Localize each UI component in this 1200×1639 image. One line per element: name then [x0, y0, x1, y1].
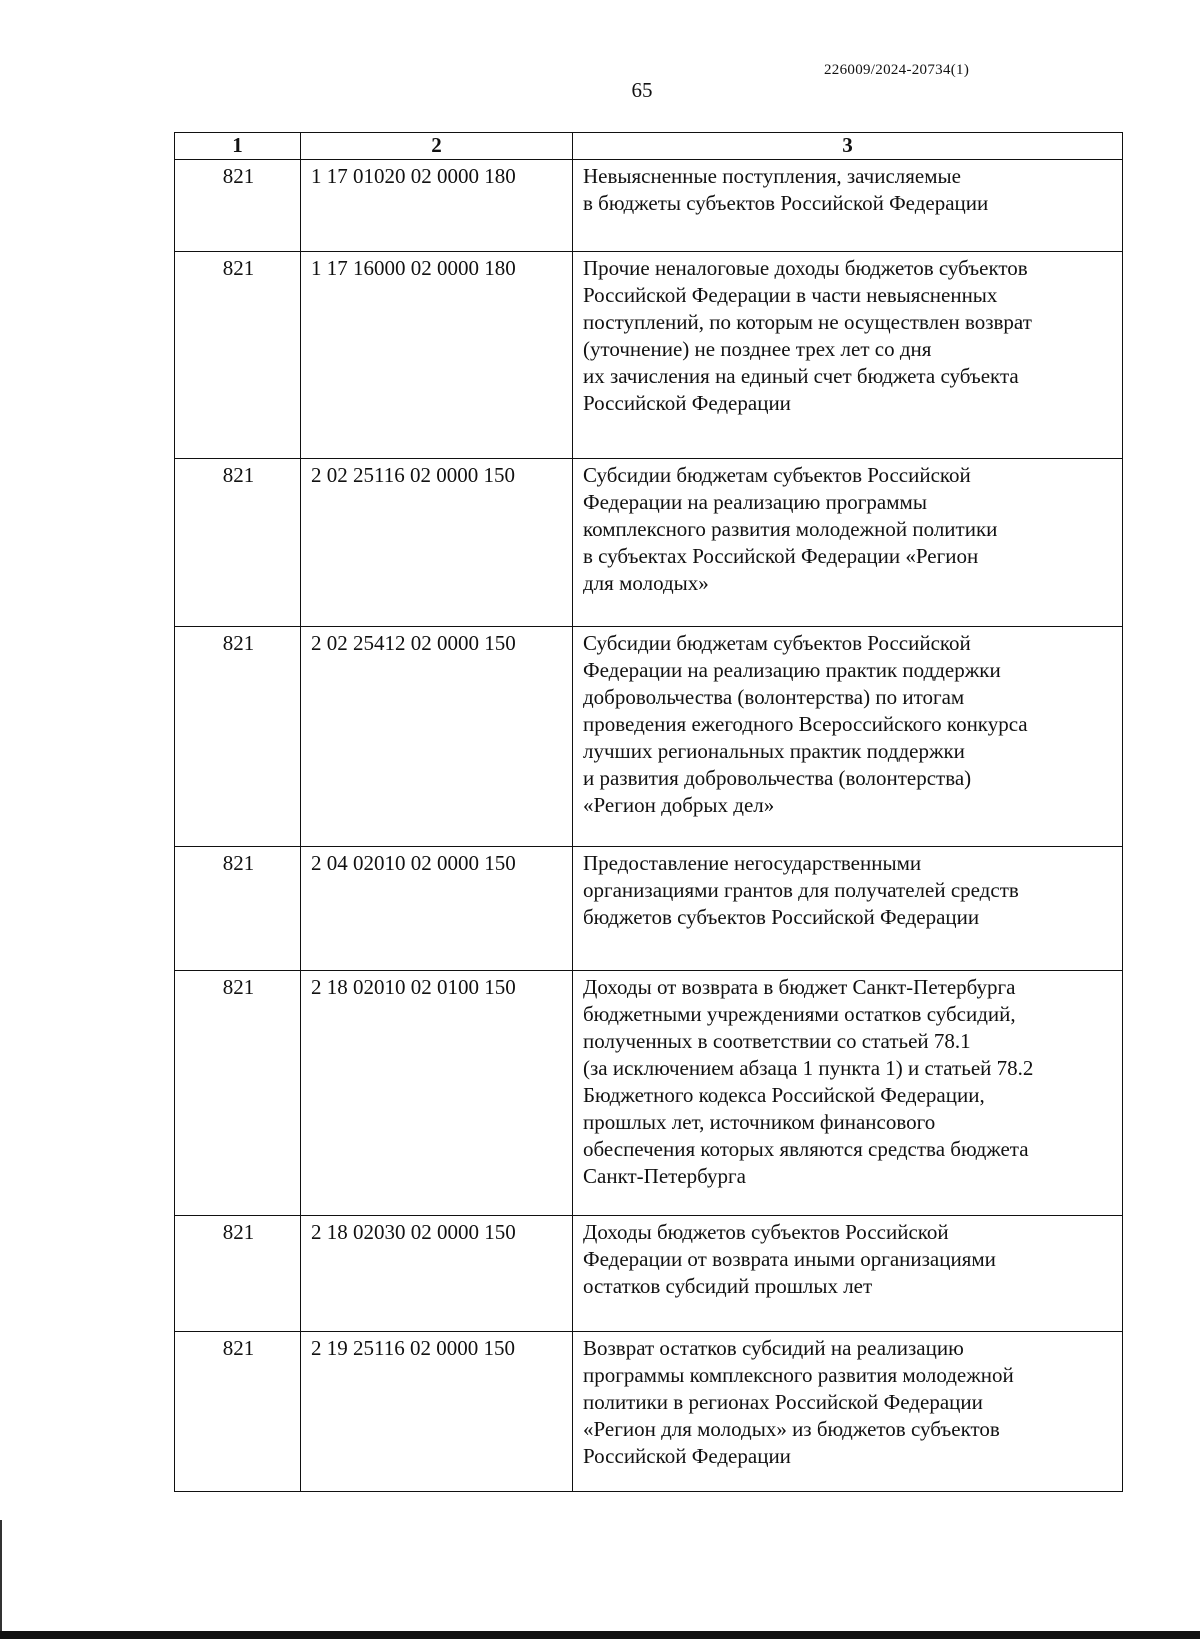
admin-code-cell: 821 — [175, 252, 301, 459]
table-row — [175, 160, 1123, 252]
budget-code-cell: 1 17 01020 02 0000 180 — [301, 160, 573, 252]
budget-code-cell: 2 02 25412 02 0000 150 — [301, 627, 573, 847]
income-name-cell: Невыясненные поступления, зачисляемые в бюджеты субъектов Российской Федерации — [573, 160, 1123, 252]
income-name-cell: Предоставление негосударственными организациями грантов для получателей средств бюджетов субъектов Российской Федерации — [573, 847, 1123, 971]
admin-code-cell: 821 — [175, 847, 301, 971]
income-name-cell: Доходы бюджетов субъектов Российской Федерации от возврата иными организациями остатков субсидий прошлых лет — [573, 1216, 1123, 1332]
admin-code-cell: 821 — [175, 627, 301, 847]
budget-code-cell: 1 17 16000 02 0000 180 — [301, 252, 573, 459]
column-header-1: 1 — [175, 133, 301, 160]
admin-code-cell: 821 — [175, 1332, 301, 1492]
income-name-cell: Прочие неналоговые доходы бюджетов субъектов Российской Федерации в части невыясненных поступлений, по которым не осуществлен возврат (уточнение) не позднее трех лет со дня их зачисления на единый счет бюджета субъекта Российской Федерации — [573, 252, 1123, 459]
budget-code-cell: 2 19 25116 02 0000 150 — [301, 1332, 573, 1492]
table-row — [175, 971, 1123, 1216]
admin-code-cell: 821 — [175, 160, 301, 252]
document-number: 226009/2024-20734(1) — [824, 62, 970, 78]
scan-edge-line — [0, 1520, 2, 1639]
budget-code-cell: 2 18 02030 02 0000 150 — [301, 1216, 573, 1332]
scan-bottom-edge — [0, 1631, 1200, 1639]
table-row — [175, 459, 1123, 627]
budget-code-cell: 2 04 02010 02 0000 150 — [301, 847, 573, 971]
income-name-cell: Субсидии бюджетам субъектов Российской Федерации на реализацию практик поддержки добровольчества (волонтерства) по итогам проведения ежегодного Всероссийского конкурса лучших региональных практик поддержки и развития добровольчества (волонтерства) «Регион добрых дел» — [573, 627, 1123, 847]
table-row — [175, 252, 1123, 459]
admin-code-cell: 821 — [175, 971, 301, 1216]
income-name-cell: Возврат остатков субсидий на реализацию программы комплексного развития молодежной политики в регионах Российской Федерации «Регион для молодых» из бюджетов субъектов Российской Федерации — [573, 1332, 1123, 1492]
admin-code-cell: 821 — [175, 1216, 301, 1332]
budget-code-cell: 2 02 25116 02 0000 150 — [301, 459, 573, 627]
budget-codes-table — [174, 132, 1123, 1492]
column-header-2: 2 — [301, 133, 573, 160]
table-header-row — [175, 133, 1123, 160]
table-row — [175, 1332, 1123, 1492]
column-header-3: 3 — [573, 133, 1123, 160]
budget-code-cell: 2 18 02010 02 0100 150 — [301, 971, 573, 1216]
income-name-cell: Доходы от возврата в бюджет Санкт-Петербурга бюджетными учреждениями остатков субсидий, полученных в соответствии со статьей 78.1 (за исключением абзаца 1 пункта 1) и статьей 78.2 Бюджетного кодекса Российской Федерации, прошлых лет, источником финансового обеспечения которых являются средства бюджета Санкт-Петербурга — [573, 971, 1123, 1216]
admin-code-cell: 821 — [175, 459, 301, 627]
table-row — [175, 1216, 1123, 1332]
income-name-cell: Субсидии бюджетам субъектов Российской Федерации на реализацию программы комплексного развития молодежной политики в субъектах Российской Федерации «Регион для молодых» — [573, 459, 1123, 627]
page-number: 65 — [631, 78, 653, 102]
table-row — [175, 627, 1123, 847]
table-row — [175, 847, 1123, 971]
